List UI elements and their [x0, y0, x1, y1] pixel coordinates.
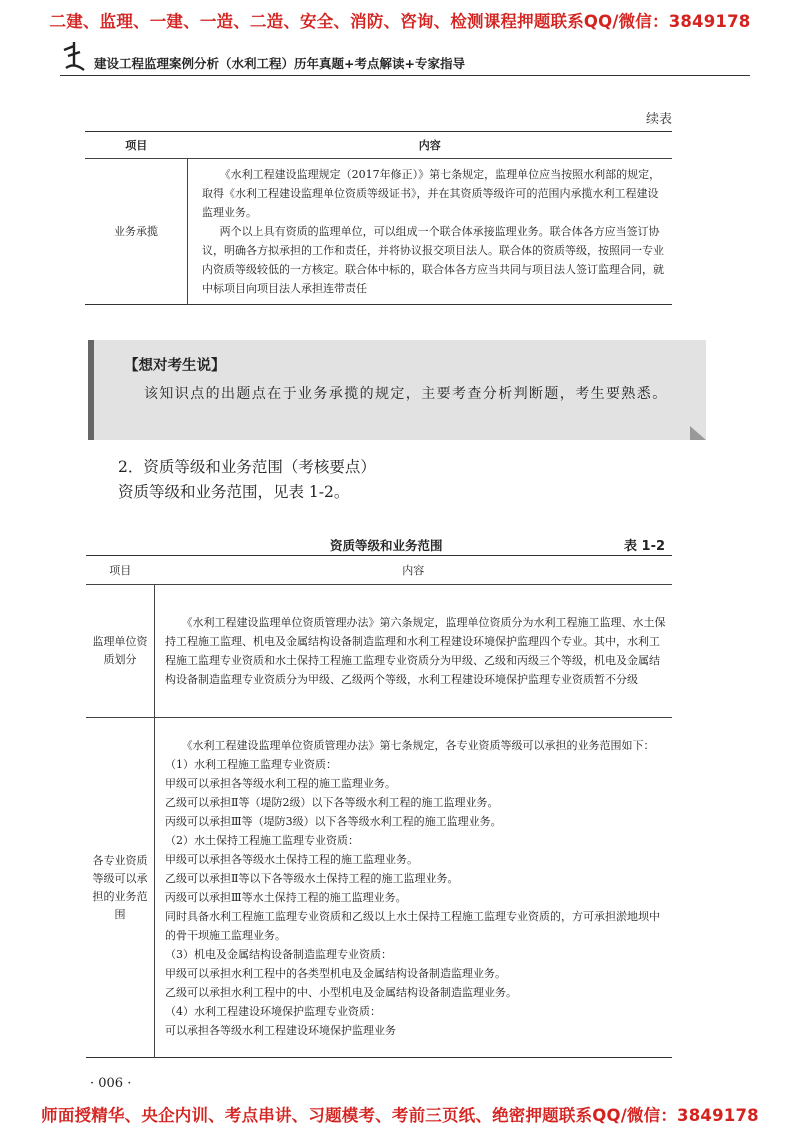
content-line: 甲级可以承担水利工程中的各类型机电及金属结构设备制造监理业务。 — [165, 966, 506, 980]
column-header-content: 内容 — [188, 132, 673, 159]
content-line: （1）水利工程施工监理专业资质： — [165, 757, 337, 771]
tip-box — [88, 340, 706, 440]
tip-body: 该知识点的出题点在于业务承揽的规定，主要考查分析判断题，考生要熟悉。 — [144, 386, 668, 402]
row-content — [155, 585, 673, 718]
content-line: 可以承担各等级水利工程建设环境保护监理业务 — [165, 1023, 396, 1037]
book-title: 建设工程监理案例分析（水利工程）历年真题+考点解读+专家指导 — [94, 56, 465, 71]
table-title: 资质等级和业务范围 — [330, 538, 443, 553]
content-line: 同时具备水利工程施工监理专业资质和乙级以上水土保持工程施工监理专业资质的，方可承担淤地坝中的骨干坝施工监理业务。 — [165, 909, 660, 942]
row-item-label: 监理单位资质划分 — [86, 585, 155, 718]
row-content — [155, 718, 673, 1058]
content-line: （4）水利工程建设环境保护监理专业资质： — [165, 1004, 381, 1018]
table-row — [86, 585, 672, 718]
header-rule — [60, 75, 750, 76]
content-line: 乙级可以承担Ⅱ等以下各等级水土保持工程的施工监理业务。 — [165, 871, 459, 885]
content-line: 丙级可以承担Ⅲ等水土保持工程的施工监理业务。 — [165, 890, 407, 904]
table-qualification-scope — [86, 555, 672, 1058]
table-business-undertaking — [85, 131, 672, 305]
book-header — [60, 40, 760, 74]
content-line: （3）机电及金属结构设备制造监理专业资质： — [165, 947, 392, 961]
content-line: 丙级可以承担Ⅲ等（堤防3级）以下各等级水利工程的施工监理业务。 — [165, 814, 502, 828]
section-heading: 2．资质等级和业务范围（考核要点） — [118, 458, 376, 476]
content-line: 甲级可以承担各等级水利工程的施工监理业务。 — [165, 776, 396, 790]
promo-banner-top: 二建、监理、一建、一造、二造、安全、消防、咨询、检测课程押题联系QQ/微信：3849178 — [49, 12, 751, 31]
row-item-label: 各专业资质等级可以承担的业务范围 — [86, 718, 155, 1058]
content-line: 《水利工程建设监理单位资质管理办法》第七条规定，各专业资质等级可以承担的业务范围如下： — [181, 738, 655, 752]
table-row — [85, 159, 672, 305]
content-line: 甲级可以承担各等级水土保持工程的施工监理业务。 — [165, 852, 418, 866]
content-line: （2）水土保持工程施工监理专业资质： — [165, 833, 359, 847]
content-paragraph: 两个以上具有资质的监理单位，可以组成一个联合体承接监理业务。联合体各方应当签订协议，明确各方拟承担的工作和责任，并将协议报交项目法人。联合体的资质等级，按照同一专业内资质等级较低的一方核定。联合体中标的，联合体各方应当共同与项目法人签订监理合同，就中标项目向项目法人承担连带责任 — [202, 225, 664, 295]
content-paragraph: 《水利工程建设监理规定（2017年修正）》第七条规定，监理单位应当按照水利部的规定，取得《水利工程建设监理单位资质等级证书》，并在其资质等级许可的范围内承揽水利工程建设监理业务。 — [202, 168, 661, 219]
continued-label: 续表 — [645, 112, 672, 127]
row-content — [188, 159, 673, 305]
content-line: 乙级可以承担水利工程中的中、小型机电及金属结构设备制造监理业务。 — [165, 985, 517, 999]
table-header-row — [86, 556, 672, 585]
table-row — [86, 718, 672, 1058]
content-paragraph: 《水利工程建设监理单位资质管理办法》第六条规定，监理单位资质分为水利工程施工监理、水土保持工程施工监理、机电及金属结构设备制造监理和水利工程建设环境保护监理四个专业。其中，水利工程施工监理专业资质和水土保持工程施工监理专业资质分为甲级、乙级和丙级三个等级，机电及金属结构设备制造监理专业资质分为甲级、乙级两个等级，水利工程建设环境保护监理专业资质暂不分级 — [165, 616, 666, 686]
page-curl-icon — [690, 426, 706, 440]
book-logo-icon — [60, 40, 88, 74]
page-number: · 006 · — [90, 1076, 132, 1091]
promo-banner-bottom: 师面授精华、央企内训、考点串讲、习题模考、考前三页纸、绝密押题联系QQ/微信：3849178 — [41, 1106, 759, 1125]
table-header-row — [85, 132, 672, 159]
content-line: 乙级可以承担Ⅱ等（堤防2级）以下各等级水利工程的施工监理业务。 — [165, 795, 499, 809]
column-header-item: 项目 — [86, 556, 155, 585]
section-intro: 资质等级和业务范围，见表 1-2。 — [118, 483, 350, 501]
table-number: 表 1-2 — [624, 539, 666, 554]
row-item-label: 业务承揽 — [85, 159, 188, 305]
tip-title: 【想对考生说】 — [124, 357, 226, 374]
column-header-item: 项目 — [85, 132, 188, 159]
column-header-content: 内容 — [155, 556, 673, 585]
